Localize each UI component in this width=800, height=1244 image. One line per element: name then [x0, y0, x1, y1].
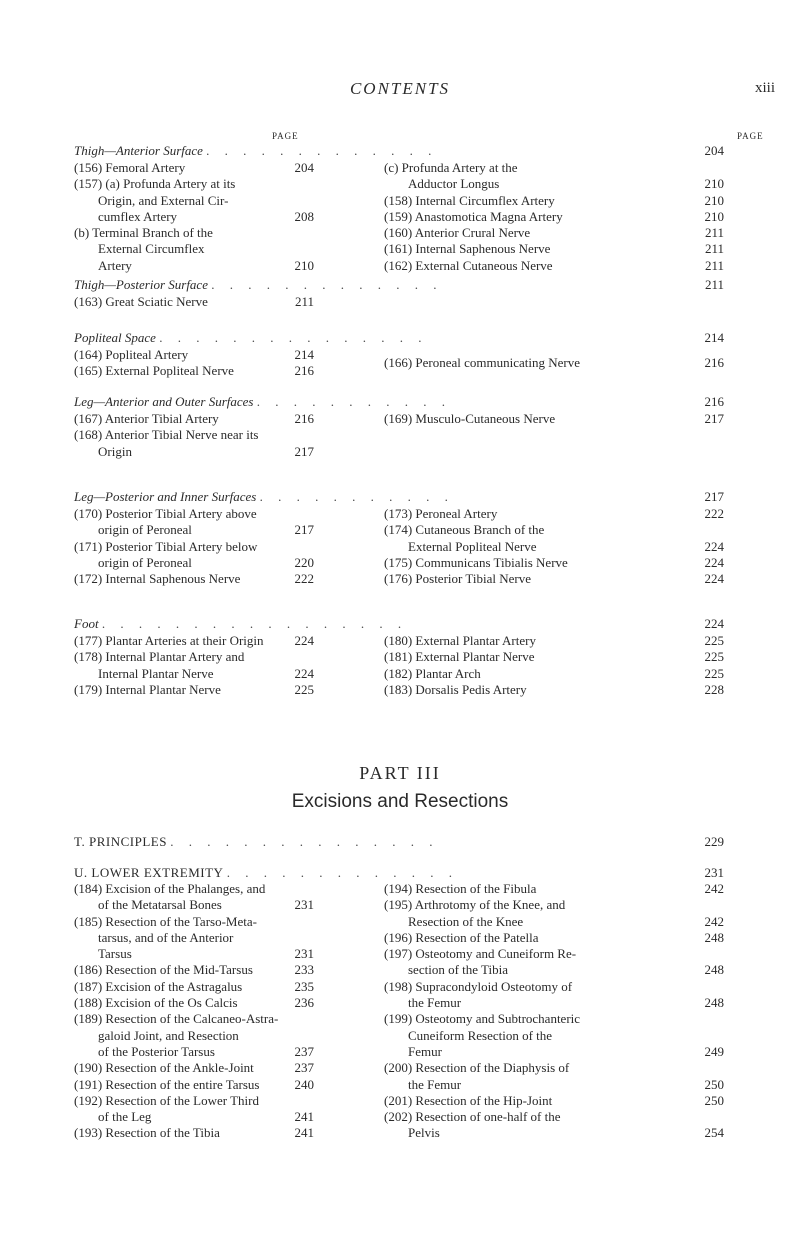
entries-left-lower	[74, 881, 314, 1142]
toc-entry-continuation	[74, 946, 314, 962]
toc-entry-text: tarsus, and of the Anterior	[98, 929, 234, 945]
entries-right-leg-posterior	[384, 506, 724, 587]
toc-entry	[74, 1125, 314, 1141]
toc-entry-text: (191) Resection of the entire Tarsus	[74, 1076, 260, 1092]
toc-entry-continuation	[384, 539, 724, 555]
toc-entry	[384, 666, 724, 682]
toc-entry-page: 254	[704, 1125, 724, 1141]
toc-entry-page: 225	[294, 681, 314, 697]
toc-entry-text: Artery	[98, 257, 132, 273]
toc-entry-text: (192) Resection of the Lower Third	[74, 1092, 259, 1108]
section-title: Leg—Posterior and Inner Surfaces	[74, 489, 257, 504]
toc-entry-text: the Femur	[408, 995, 462, 1011]
toc-entry-continuation	[74, 444, 314, 460]
leader-dots: . . . . . . . . . . . . . . .	[170, 834, 439, 849]
toc-entry-page: 210	[704, 208, 724, 224]
toc-entry-page: 210	[294, 257, 314, 273]
toc-entry-continuation	[74, 555, 314, 571]
toc-entry-text: (188) Excision of the Os Calcis	[74, 995, 238, 1011]
toc-entry-page: 241	[294, 1109, 314, 1125]
section-thigh-anterior	[74, 143, 724, 159]
section-lower-extremity	[74, 865, 724, 881]
toc-entry	[74, 649, 314, 665]
page-number: xiii	[755, 80, 776, 96]
toc-entry-text: Resection of the Knee	[408, 913, 524, 929]
toc-entry-text: Tarsus	[98, 946, 132, 962]
toc-entry	[74, 571, 314, 587]
toc-entry	[74, 682, 314, 698]
toc-entry	[384, 881, 724, 897]
toc-entry	[384, 1093, 724, 1109]
entries-right-popliteal	[384, 355, 724, 371]
section-title: Leg—Anterior and Outer Surfaces	[74, 394, 254, 409]
toc-entry-page: 237	[294, 1060, 314, 1076]
toc-entry-text: (200) Resection of the Diaphysis of	[384, 1060, 570, 1076]
toc-entry	[74, 633, 314, 649]
toc-entry-text: (156) Femoral Artery	[74, 160, 186, 175]
leader-dots: . . . . . . . . . . . . .	[226, 865, 458, 880]
toc-entry	[384, 355, 724, 371]
toc-entry-text: (193) Resection of the Tibia	[74, 1125, 220, 1141]
page-column-label-left: PAGE	[272, 131, 299, 141]
toc-entry-text: (159) Anastomotica Magna Artery	[384, 208, 563, 224]
toc-entry-continuation	[74, 1044, 314, 1060]
toc-entry-text: Origin	[98, 443, 132, 459]
toc-entry-continuation	[74, 209, 314, 225]
toc-entry-page: 250	[704, 1076, 724, 1092]
toc-entry-page: 216	[294, 363, 314, 379]
toc-entry	[384, 506, 724, 522]
toc-entry-continuation	[384, 995, 724, 1011]
toc-entry-page: 250	[704, 1092, 724, 1108]
toc-entry-page: 231	[294, 897, 314, 913]
toc-entry-text: (169) Musculo-Cutaneous Nerve	[384, 411, 556, 426]
toc-entry-page: 211	[704, 241, 724, 257]
toc-entry-page: 240	[294, 1076, 314, 1092]
toc-entry-page: 231	[294, 946, 314, 962]
toc-entry-page: 224	[704, 538, 724, 554]
toc-entry-continuation	[74, 1109, 314, 1125]
toc-entry	[74, 995, 314, 1011]
section-page: 231	[704, 865, 724, 880]
page-column-label-right: PAGE	[737, 131, 764, 141]
toc-entry-page: 210	[704, 192, 724, 208]
section-title: Thigh—Anterior Surface	[74, 143, 203, 158]
entries-left-popliteal	[74, 347, 314, 380]
toc-entry-text: Pelvis	[408, 1125, 440, 1141]
leader-dots: . . . . . . . . . . . . . . . . .	[101, 616, 408, 631]
toc-entry	[74, 225, 314, 241]
entries-left-leg-anterior	[74, 411, 314, 460]
toc-entry-page: 241	[294, 1125, 314, 1141]
toc-entry-continuation	[74, 930, 314, 946]
toc-entry-continuation	[384, 1077, 724, 1093]
toc-entry-page: 249	[704, 1043, 724, 1059]
entries-right-lower	[384, 881, 724, 1142]
toc-entry-text: (197) Osteotomy and Cuneiform Re-	[384, 946, 577, 962]
section-title: Thigh—Posterior Surface	[74, 277, 208, 292]
toc-entry-text: (189) Resection of the Calcaneo-Astra-	[74, 1011, 279, 1027]
toc-entry	[74, 363, 314, 379]
section-title: T. PRINCIPLES	[74, 834, 167, 849]
toc-entry	[74, 427, 314, 443]
toc-entry-text: (202) Resection of one-half of the	[384, 1109, 561, 1125]
toc-entry-text: cumflex Artery	[98, 208, 178, 224]
toc-entry-text: (186) Resection of the Mid-Tarsus	[74, 962, 253, 978]
toc-entry	[384, 160, 724, 176]
toc-entry-page: 210	[704, 176, 724, 192]
toc-entry-text: (171) Posterior Tibial Artery below	[74, 538, 258, 554]
toc-entry-continuation	[74, 258, 314, 274]
toc-entry	[384, 209, 724, 225]
toc-entry-page: 224	[294, 665, 314, 681]
toc-entry	[384, 411, 724, 427]
section-page: 204	[704, 143, 724, 158]
toc-entry-page: 248	[704, 995, 724, 1011]
section-thigh-posterior	[74, 277, 724, 293]
leader-dots: . . . . . . . . . . .	[259, 489, 454, 504]
toc-entry-page: 236	[294, 995, 314, 1011]
toc-entry-text: (172) Internal Saphenous Nerve	[74, 571, 241, 587]
toc-entry-text: (170) Posterior Tibial Artery above	[74, 506, 257, 521]
toc-entry-text: (190) Resection of the Ankle-Joint	[74, 1060, 254, 1076]
toc-entry	[384, 946, 724, 962]
toc-entry-page: 214	[294, 347, 314, 362]
toc-entry-continuation	[384, 176, 724, 192]
entries-left-posterior	[74, 294, 314, 310]
toc-entry-text: (b) Terminal Branch of the	[74, 225, 213, 241]
toc-entry-text: (179) Internal Plantar Nerve	[74, 681, 221, 697]
toc-entry-continuation	[384, 1028, 724, 1044]
toc-entry-text: Origin, and External Cir-	[98, 192, 229, 208]
toc-entry-text: (181) External Plantar Nerve	[384, 649, 535, 665]
toc-entry-text: (199) Osteotomy and Subtrochanteric	[384, 1011, 581, 1027]
part-title: PART III	[359, 763, 441, 783]
toc-entry-continuation	[384, 1125, 724, 1141]
entries-left-leg-posterior	[74, 506, 314, 587]
toc-entry-page: 208	[294, 208, 314, 224]
section-page: 224	[704, 616, 724, 631]
toc-entry-text: (176) Posterior Tibial Nerve	[384, 571, 531, 587]
toc-entry-text: (157) (a) Profunda Artery at its	[74, 176, 236, 192]
toc-entry	[74, 979, 314, 995]
toc-entry-page: 237	[294, 1043, 314, 1059]
leader-dots: . . . . . . . . . . .	[256, 394, 451, 409]
toc-entry-text: (180) External Plantar Artery	[384, 633, 536, 648]
toc-entry-page: 242	[704, 913, 724, 929]
entries-right-leg-anterior	[384, 411, 724, 427]
toc-entry-text: section of the Tibia	[408, 962, 509, 978]
toc-entry-text: Internal Plantar Nerve	[98, 665, 214, 681]
toc-entry	[74, 347, 314, 363]
page-title: CONTENTS	[349, 79, 451, 98]
toc-entry-text: External Circumflex	[98, 241, 205, 257]
toc-entry-text: (168) Anterior Tibial Nerve near its	[74, 427, 259, 443]
toc-entry-text: (195) Arthrotomy of the Knee, and	[384, 897, 566, 913]
toc-entry-text: (184) Excision of the Phalanges, and	[74, 881, 266, 896]
section-page: 229	[704, 834, 724, 849]
section-foot	[74, 616, 724, 632]
toc-entry-page: 216	[704, 355, 724, 370]
toc-entry-continuation	[74, 241, 314, 257]
toc-entry-continuation	[74, 522, 314, 538]
entries-left-thigh	[74, 160, 314, 274]
toc-entry-page: 225	[704, 665, 724, 681]
toc-entry-text: Adductor Longus	[408, 176, 500, 192]
toc-entry-text: (177) Plantar Arteries at their Origin	[74, 633, 264, 648]
toc-entry-page: 211	[704, 257, 724, 273]
leader-dots: . . . . . . . . . . . . .	[206, 143, 438, 158]
entries-left-foot	[74, 633, 314, 698]
toc-entry-continuation	[74, 666, 314, 682]
toc-entry-text: (174) Cutaneous Branch of the	[384, 522, 545, 538]
toc-entry-continuation	[384, 962, 724, 978]
toc-entry	[74, 539, 314, 555]
section-popliteal	[74, 330, 724, 346]
toc-entry-continuation	[384, 914, 724, 930]
section-page: 211	[704, 277, 724, 292]
part-subtitle: Excisions and Resections	[291, 791, 509, 812]
toc-entry	[384, 930, 724, 946]
toc-entry	[384, 555, 724, 571]
toc-entry-text: (165) External Popliteal Nerve	[74, 363, 234, 379]
toc-entry-text: the Femur	[408, 1076, 462, 1092]
section-leg-anterior	[74, 394, 724, 410]
toc-entry-text: (185) Resection of the Tarso-Meta-	[74, 913, 257, 929]
toc-entry	[384, 897, 724, 913]
toc-entry-text: Femur	[408, 1043, 442, 1059]
section-title: Foot	[74, 616, 99, 631]
toc-entry	[384, 1060, 724, 1076]
toc-entry-text: Cuneiform Resection of the	[408, 1027, 553, 1043]
toc-entry-page: 204	[294, 160, 314, 175]
entries-right-foot	[384, 633, 724, 698]
toc-entry-text: (182) Plantar Arch	[384, 665, 481, 681]
toc-entry-text: of the Posterior Tarsus	[98, 1043, 215, 1059]
toc-entry-text: (161) Internal Saphenous Nerve	[384, 241, 551, 257]
toc-entry	[384, 258, 724, 274]
section-title: Popliteal Space	[74, 330, 156, 345]
toc-entry-text: (187) Excision of the Astragalus	[74, 978, 243, 994]
toc-entry-text: (164) Popliteal Artery	[74, 347, 189, 362]
toc-entry-page: 248	[704, 929, 724, 945]
toc-entry-text: (194) Resection of the Fibula	[384, 881, 537, 896]
toc-entry	[384, 571, 724, 587]
toc-entry-page: 222	[704, 506, 724, 521]
toc-entry	[74, 411, 314, 427]
toc-entry	[384, 522, 724, 538]
section-page: 216	[704, 394, 724, 409]
leader-dots: . . . . . . . . . . . . . . .	[159, 330, 428, 345]
entries-right-thigh	[384, 160, 724, 274]
toc-entry-text: (178) Internal Plantar Artery and	[74, 649, 245, 665]
toc-entry-page: 224	[294, 633, 314, 648]
toc-entry-continuation	[74, 1028, 314, 1044]
toc-entry-text: (167) Anterior Tibial Artery	[74, 411, 219, 426]
toc-entry-text: (175) Communicans Tibialis Nerve	[384, 554, 568, 570]
toc-entry-text: (183) Dorsalis Pedis Artery	[384, 681, 527, 697]
toc-entry-page: 217	[294, 522, 314, 538]
toc-entry-page: 222	[294, 571, 314, 587]
toc-entry-page: 224	[704, 571, 724, 587]
toc-entry	[74, 962, 314, 978]
toc-entry	[74, 1011, 314, 1027]
toc-entry-text: (162) External Cutaneous Nerve	[384, 257, 553, 273]
section-page: 217	[704, 489, 724, 504]
toc-entry-page: 220	[294, 554, 314, 570]
section-page: 214	[704, 330, 724, 345]
toc-entry	[384, 633, 724, 649]
toc-entry-continuation	[384, 1044, 724, 1060]
toc-entry-page: 225	[704, 649, 724, 665]
section-leg-posterior	[74, 489, 724, 505]
toc-entry-page: 211	[704, 225, 724, 241]
toc-entry-text: (198) Supracondyloid Osteotomy of	[384, 978, 573, 994]
toc-entry	[384, 649, 724, 665]
toc-entry	[384, 1109, 724, 1125]
toc-entry-text: origin of Peroneal	[98, 522, 192, 538]
toc-entry	[74, 881, 314, 897]
toc-entry-page: 217	[294, 443, 314, 459]
toc-entry	[384, 225, 724, 241]
toc-entry	[74, 914, 314, 930]
toc-entry	[74, 176, 314, 192]
toc-entry-text: (201) Resection of the Hip-Joint	[384, 1092, 553, 1108]
toc-entry	[74, 160, 314, 176]
toc-entry-text: (158) Internal Circumflex Artery	[384, 192, 555, 208]
toc-entry-page: 233	[294, 962, 314, 978]
toc-entry	[384, 682, 724, 698]
toc-entry-continuation	[74, 897, 314, 913]
toc-entry-page: 235	[294, 978, 314, 994]
toc-entry-page: 224	[704, 554, 724, 570]
toc-entry	[74, 1060, 314, 1076]
toc-entry-text: (196) Resection of the Patella	[384, 929, 539, 945]
toc-entry	[384, 193, 724, 209]
section-principles	[74, 834, 724, 850]
toc-entry-page: 228	[704, 681, 724, 697]
section-title: U. LOWER EXTREMITY	[74, 865, 224, 880]
toc-entry	[384, 1011, 724, 1027]
toc-entry-text: (160) Anterior Crural Nerve	[384, 225, 531, 241]
toc-entry-text: galoid Joint, and Resection	[98, 1027, 239, 1043]
toc-entry	[74, 506, 314, 522]
leader-dots: . . . . . . . . . . . . .	[211, 277, 443, 292]
toc-entry-page: 225	[704, 633, 724, 648]
toc-entry	[74, 294, 314, 310]
toc-entry	[384, 241, 724, 257]
toc-entry-continuation	[74, 193, 314, 209]
toc-entry-text: (173) Peroneal Artery	[384, 506, 498, 521]
toc-entry-text: External Popliteal Nerve	[408, 538, 537, 554]
toc-entry-page: 217	[704, 411, 724, 426]
toc-entry-text: of the Metatarsal Bones	[98, 897, 222, 913]
toc-entry-page: 216	[294, 411, 314, 426]
toc-entry-page: 211	[294, 294, 314, 309]
toc-entry-page: 248	[704, 962, 724, 978]
toc-entry	[384, 979, 724, 995]
toc-entry	[74, 1093, 314, 1109]
toc-entry-text: (163) Great Sciatic Nerve	[74, 294, 208, 309]
toc-entry-text: origin of Peroneal	[98, 554, 192, 570]
toc-entry	[74, 1077, 314, 1093]
toc-entry-text: (c) Profunda Artery at the	[384, 160, 518, 175]
toc-entry-text: of the Leg	[98, 1109, 152, 1125]
toc-entry-page: 242	[704, 881, 724, 896]
toc-entry-text: (166) Peroneal communicating Nerve	[384, 355, 581, 370]
